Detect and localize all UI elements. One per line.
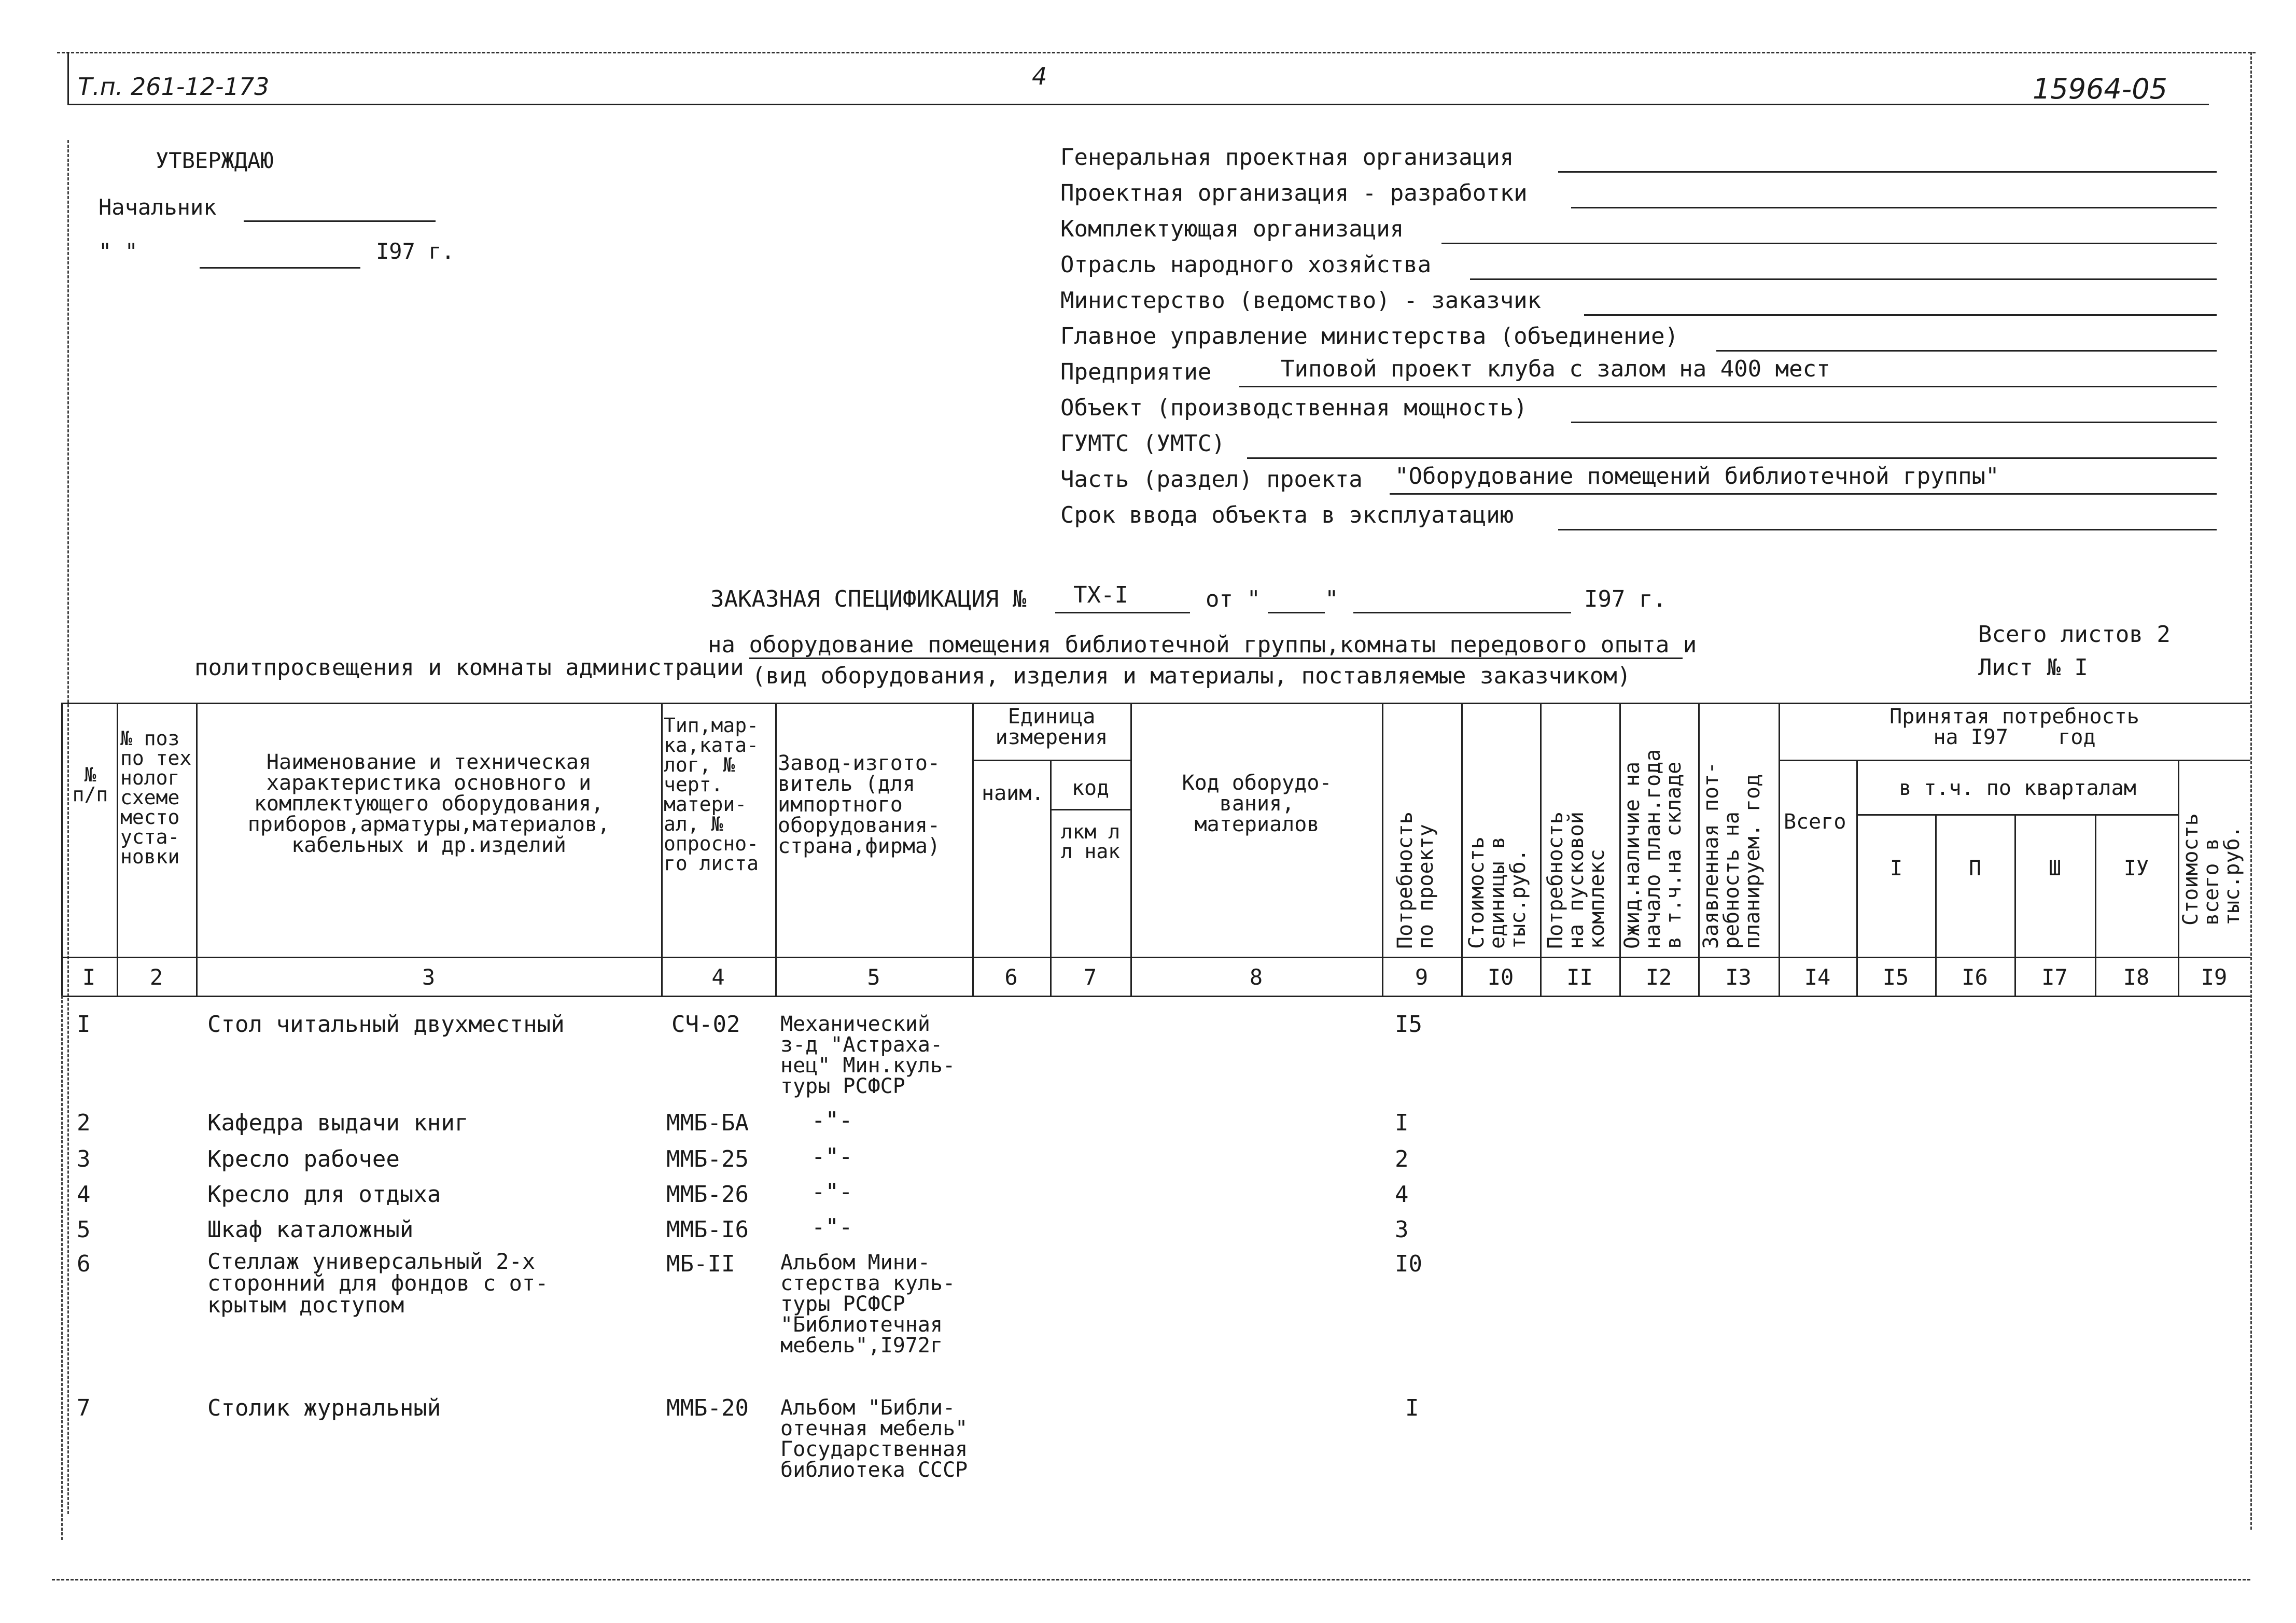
org-field-line	[1558, 171, 2217, 173]
org-field-label: ГУМТС (УМТС)	[1060, 430, 1225, 457]
header-quarters: в т.ч. по кварталам	[1899, 776, 2136, 800]
col-number: I3	[1725, 964, 1752, 990]
org-field-line	[1584, 314, 2217, 316]
spec-number-line	[1055, 612, 1190, 613]
chief-label: Начальник	[99, 194, 217, 220]
col-border	[117, 703, 118, 996]
org-field-label: Министерство (ведомство) - заказчик	[1060, 287, 1542, 314]
org-field-line	[1441, 243, 2217, 244]
col-border	[196, 703, 198, 996]
col-border	[775, 703, 777, 996]
org-field-line	[1571, 207, 2217, 208]
spec-subject-underline	[749, 657, 1683, 659]
header-unit-code-sub: лкм л л нак	[1060, 820, 1121, 863]
org-field-line	[1239, 386, 2217, 387]
row-name: Столик журнальный	[207, 1395, 441, 1421]
accepted-subheader-line	[1779, 760, 2250, 761]
spec-title: ЗАКАЗНАЯ СПЕЦИФИКАЦИЯ №	[710, 586, 1027, 612]
chief-signature-line	[244, 220, 436, 222]
row-type: ММБ-I6	[666, 1216, 749, 1243]
col-border	[1130, 703, 1132, 996]
row-number: 6	[77, 1251, 91, 1277]
row-type: СЧ-02	[671, 1011, 740, 1038]
col-number: I2	[1645, 964, 1672, 990]
page-number: 4	[1032, 62, 1047, 90]
col-border	[1461, 703, 1463, 996]
col-number: 3	[422, 964, 436, 990]
col-number: I6	[1962, 964, 1988, 990]
bottom-border	[52, 1579, 2250, 1580]
col-number: 2	[149, 964, 163, 990]
row-name: Стеллаж универсальный 2-х сторонний для фондов с от- крытым доступом	[207, 1249, 549, 1318]
row-qty: 2	[1395, 1146, 1409, 1172]
doc-number: 15964-05	[2033, 73, 2167, 105]
org-field-line	[1558, 529, 2217, 530]
col-number: I0	[1487, 964, 1514, 990]
project-part-value: "Оборудование помещений библиотечной группы"	[1395, 463, 1999, 489]
row-manufacturer: -"-	[811, 1107, 853, 1134]
header-accepted: Принятая потребность на I97 год	[1889, 705, 2139, 749]
row-type: ММБ-26	[666, 1181, 749, 1208]
col-number: II	[1566, 964, 1593, 990]
header-expected-stock: Ожид.наличие на начало план.года в т.ч.на складе	[1620, 749, 1686, 949]
org-field-label: Срок ввода объекта в эксплуатацию	[1060, 502, 1514, 528]
header-launch-demand: Потребность на пусковой комплекс	[1544, 812, 1609, 949]
header-total-cost: Стоимость всего в тыс.руб.	[2179, 813, 2244, 926]
row-type: ММБ-БА	[666, 1110, 749, 1136]
row-name: Кресло для отдыха	[207, 1181, 441, 1208]
org-field-label: Предприятие	[1060, 359, 1212, 385]
approval-date-line	[200, 267, 360, 269]
header-unit-cost: Стоимость единицы в тыс.руб.	[1465, 836, 1530, 949]
row-qty: I0	[1395, 1251, 1422, 1277]
header-unit-code: код	[1071, 776, 1110, 800]
org-field-line	[1716, 350, 2217, 352]
row-manufacturer: -"-	[811, 1179, 853, 1205]
row-qty: 4	[1395, 1181, 1409, 1208]
col-border	[1856, 760, 1858, 996]
row-name: Кафедра выдачи книг	[207, 1110, 469, 1136]
row-type: ММБ-20	[666, 1395, 749, 1421]
org-field-line	[1390, 493, 2217, 495]
header-total: Всего	[1784, 810, 1846, 834]
header-declared-demand: Заявленная пот- ребность на планируем. год	[1699, 761, 1765, 949]
col-number: I	[82, 964, 96, 990]
header-q2: П	[1968, 857, 1982, 880]
quarters-subheader-line	[1856, 814, 2178, 816]
org-field-label: Комплектующая организация	[1060, 216, 1404, 242]
spec-quote-close: "	[1325, 586, 1339, 612]
header-equipment-code: Код оборудо- вания, материалов	[1182, 771, 1332, 836]
col-border	[61, 703, 63, 996]
project-code: Т.п. 261-12-173	[78, 73, 270, 101]
org-field-label: Главное управление министерства (объединение)	[1060, 323, 1679, 349]
col-border	[1540, 703, 1542, 996]
header-type: Тип,мар- ка,ката- лог, № черт. матери- ал, № опросно- го листа	[664, 714, 759, 875]
spec-number: ТХ-I	[1073, 582, 1128, 608]
approval-date-quotes: " "	[99, 239, 138, 264]
unit-code-subline	[1050, 809, 1130, 810]
row-qty: I5	[1395, 1011, 1422, 1038]
org-field-label: Часть (раздел) проекта	[1060, 466, 1363, 493]
col-border	[661, 703, 663, 996]
col-number: 7	[1083, 964, 1097, 990]
row-name: Шкаф каталожный	[207, 1216, 414, 1243]
header-q3: Ш	[2048, 857, 2062, 880]
col-number: I5	[1882, 964, 1909, 990]
col-number: I9	[2201, 964, 2228, 990]
col-number: I7	[2041, 964, 2068, 990]
row-type: МБ-II	[666, 1251, 735, 1277]
spec-month-line	[1353, 612, 1571, 613]
org-field-label: Объект (производственная мощность)	[1060, 395, 1528, 421]
sheet-number: Лист № I	[1978, 654, 2088, 681]
org-field-label: Отрасль народного хозяйства	[1060, 251, 1432, 278]
row-number: 2	[77, 1110, 91, 1136]
header-demand: Потребность по проекту	[1393, 812, 1438, 949]
org-field-line	[1247, 457, 2217, 459]
row-number: 4	[77, 1181, 91, 1208]
header-name: Наименование и техническая характеристика основного и комплектующего оборудования, приборов,арматуры,материалов, кабельных и др.изделий	[247, 750, 610, 857]
row-number: 3	[77, 1146, 91, 1172]
row-qty: I	[1405, 1395, 1419, 1421]
header-numbers-top	[61, 957, 2250, 958]
row-manufacturer: Механический з-д "Астраха- нец" Мин.куль- туры РСФСР	[780, 1012, 956, 1098]
header-no: № п/п	[72, 763, 108, 806]
col-border	[1382, 703, 1383, 996]
spec-caption: (вид оборудования, изделия и материалы, поставляемые заказчиком)	[752, 663, 1631, 689]
row-number: 7	[77, 1395, 91, 1421]
header-q4: IУ	[2123, 857, 2149, 880]
row-manufacturer: Альбом Мини- стерства куль- туры РСФСР "Библиотечная мебель",I972г	[780, 1251, 956, 1358]
org-field-label: Генеральная проектная организация	[1060, 144, 1514, 171]
org-field-line	[1571, 422, 2217, 423]
col-number: I8	[2123, 964, 2150, 990]
row-name: Кресло рабочее	[207, 1146, 400, 1172]
row-manufacturer: -"-	[811, 1214, 853, 1240]
right-margin-line	[2250, 52, 2252, 1530]
top-border	[57, 52, 2256, 53]
org-field-label: Проектная организация - разработки	[1060, 180, 1528, 206]
header-numbers-bottom	[61, 996, 2250, 997]
col-number: 5	[867, 964, 880, 990]
spec-subject-line2: политпросвещения и комнаты администрации	[194, 654, 744, 681]
row-qty: 3	[1395, 1216, 1409, 1243]
row-number: I	[77, 1011, 91, 1038]
body-left-line	[61, 996, 63, 1540]
org-field-line	[1470, 278, 2217, 280]
spec-subject-line1: на оборудование помещения библиотечной группы,комнаты передового опыта и	[708, 632, 1697, 658]
col-number: I4	[1804, 964, 1831, 990]
left-margin-line	[67, 140, 69, 1514]
header-q1: I	[1889, 857, 1903, 880]
header-position: № поз по тех нолог схеме место уста- новки	[120, 727, 192, 868]
row-manufacturer: -"-	[811, 1143, 853, 1170]
spec-year: I97 г.	[1584, 586, 1667, 612]
col-number: 9	[1415, 964, 1429, 990]
header-unit-name: наим.	[982, 781, 1044, 805]
row-type: ММБ-25	[666, 1146, 749, 1172]
table-top-border	[61, 703, 2250, 704]
enterprise-value: Типовой проект клуба с залом на 400 мест	[1281, 356, 1830, 382]
row-manufacturer: Альбом "Библи- отечная мебель" Государственная библиотека СССР	[780, 1396, 968, 1482]
header-manufacturer: Завод-изгото- витель (для импортного оборудования- страна,фирма)	[778, 751, 941, 858]
sheets-total: Всего листов 2	[1978, 621, 2171, 648]
header-unit: Единица измерения	[995, 705, 1108, 749]
col-number: 6	[1004, 964, 1018, 990]
spec-from: от "	[1206, 586, 1261, 612]
col-border	[1779, 703, 1780, 996]
col-number: 8	[1249, 964, 1263, 990]
col-number: 4	[711, 964, 725, 990]
stamp-left-edge	[67, 52, 69, 104]
row-qty: I	[1395, 1110, 1409, 1136]
row-number: 5	[77, 1216, 91, 1243]
approval-year: I97 г.	[376, 239, 455, 264]
approval-title: УТВЕРЖДАЮ	[156, 148, 274, 173]
spec-day-line	[1268, 612, 1325, 613]
row-name: Стол читальный двухместный	[207, 1011, 565, 1038]
stamp-underline	[67, 104, 2209, 105]
